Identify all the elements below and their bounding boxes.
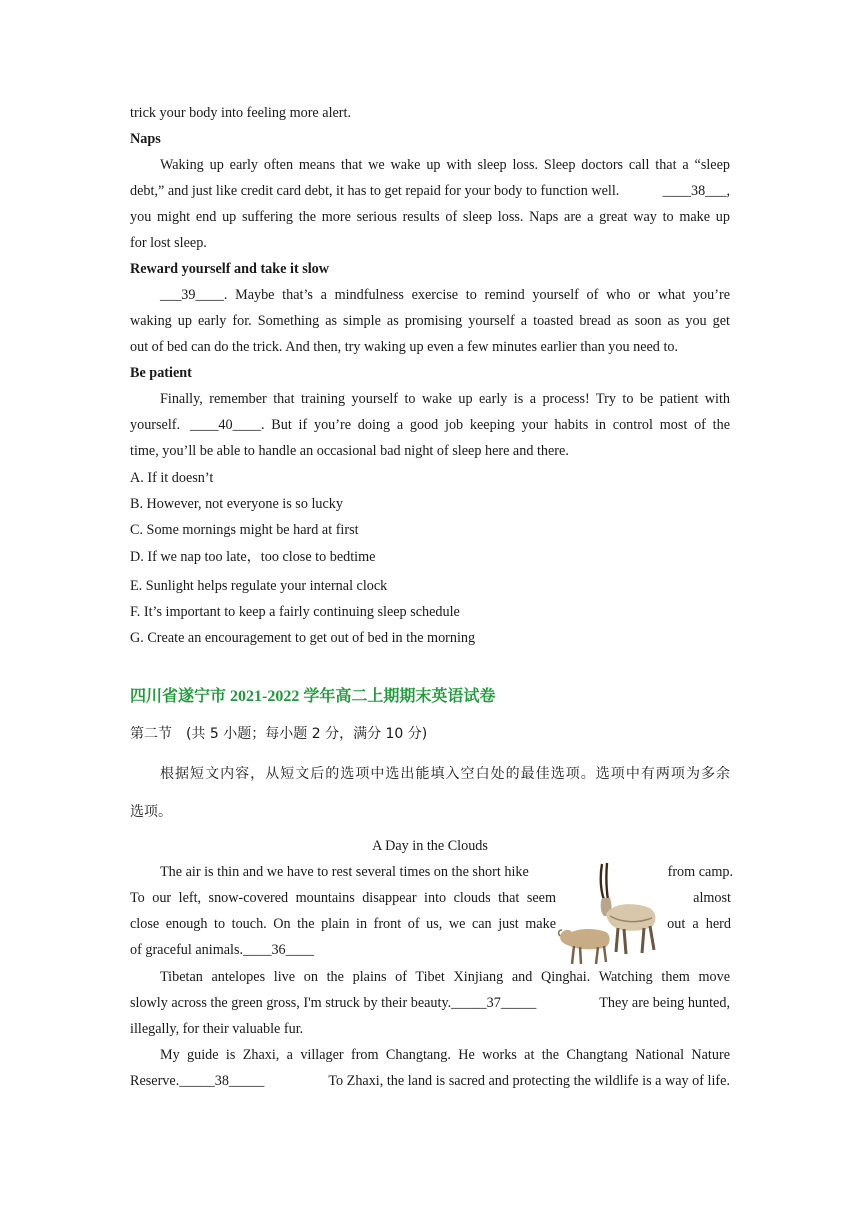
paragraph-line: time, you’ll be able to handle an occasional bad night of sleep here and there. <box>130 443 569 459</box>
instruction-line: 根据短文内容，从短文后的选项中选出能填入空白处的最佳选项。选项中有两项为多余 <box>160 766 730 782</box>
paragraph-line <box>130 937 314 963</box>
paragraph-line: waking up early for. Something as simple as promising yourself a toasted bread as soon as you get <box>130 313 730 329</box>
blank-38: ____38___, <box>662 183 730 199</box>
option-f: F. It’s important to keep a fairly continuing sleep schedule <box>130 604 460 620</box>
text: Reserve. <box>130 1073 180 1089</box>
option-b: B. However, not everyone is so lucky <box>130 496 343 512</box>
option-c: C. Some mornings might be hard at first <box>130 522 359 538</box>
paragraph-line: The air is thin and we have to rest several times on the short hike <box>160 864 529 880</box>
passage-title: A Day in the Clouds <box>372 838 488 854</box>
paragraph-line <box>130 990 730 1016</box>
paragraph-line: illegally, for their valuable fur. <box>130 1021 304 1037</box>
text: yourself. <box>130 417 181 433</box>
option-a: A. If it doesn’t <box>130 470 214 486</box>
paragraph-line <box>130 1068 730 1094</box>
paragraph-line: out a herd <box>667 916 731 932</box>
blank-40: ____40____ <box>190 417 261 433</box>
option-g: G. Create an encouragement to get out of bed in the morning <box>130 630 476 646</box>
paragraph-line <box>160 282 730 308</box>
paragraph-line: you might end up suffering the more serious results of sleep loss. Naps are a great way to make up <box>130 209 730 225</box>
paragraph-line: almost <box>693 890 731 906</box>
heading-be-patient: Be patient <box>130 365 192 381</box>
blank-38: _____38_____ <box>179 1073 265 1089</box>
text: . But if you’re doing a good job keeping your habits in control most of the <box>260 417 730 433</box>
source-title: 四川省遂宁市 2021-2022 学年高二上期期末英语试卷 <box>130 688 496 705</box>
paragraph-line: for lost sleep. <box>130 235 207 251</box>
text: debt,” and just like credit card debt, it has to get repaid for your body to function well. <box>130 183 620 199</box>
text: . Maybe that’s a mindfulness exercise to remind yourself of who or what you’re <box>223 287 730 303</box>
option-e: E. Sunlight helps regulate your internal clock <box>130 578 388 594</box>
paragraph-line: To our left, snow-covered mountains disappear into clouds that seem <box>130 890 556 906</box>
young-antelope <box>559 929 610 964</box>
paragraph-line <box>130 412 730 438</box>
text: To Zhaxi, the land is sacred and protecting the wildlife is a way of life. <box>325 1073 730 1089</box>
paragraph-line: out of bed can do the trick. And then, try waking up even a few minutes earlier than you need to. <box>130 339 679 355</box>
paragraph-line: My guide is Zhaxi, a villager from Changtang. He works at the Changtang National Nature <box>160 1047 730 1063</box>
blank-36: ____36____ <box>243 942 314 958</box>
text: slowly across the green gross, I'm struck by their beauty. <box>130 995 452 1011</box>
paragraph-line: Waking up early often means that we wake up with sleep loss. Sleep doctors call that a “sleep <box>160 157 730 173</box>
text: of graceful animals. <box>130 942 244 958</box>
heading-naps: Naps <box>130 131 161 147</box>
text: They are being hunted, <box>595 995 730 1011</box>
paragraph-line <box>130 178 730 204</box>
option-d: D. If we nap too late，too close to bedtime <box>130 549 376 565</box>
blank-37: _____37_____ <box>451 995 537 1011</box>
instruction-line: 选项。 <box>130 804 172 820</box>
paragraph-line: trick your body into feeling more alert. <box>130 105 352 121</box>
paragraph-line: from camp. <box>667 864 733 880</box>
heading-reward: Reward yourself and take it slow <box>130 261 330 277</box>
paragraph-line: Finally, remember that training yourself to wake up early is a process! Try to be patient with <box>160 391 730 407</box>
section-header: 第二节 (共 5 小题；每小题 2 分，满分 10 分) <box>130 726 428 742</box>
antelope-illustration <box>556 858 660 968</box>
paragraph-line: close enough to touch. On the plain in front of us, we can just make <box>130 916 556 932</box>
paragraph-line: Tibetan antelopes live on the plains of Tibet Xinjiang and Qinghai. Watching them move <box>160 969 730 985</box>
blank-39: ___39____ <box>160 287 224 303</box>
